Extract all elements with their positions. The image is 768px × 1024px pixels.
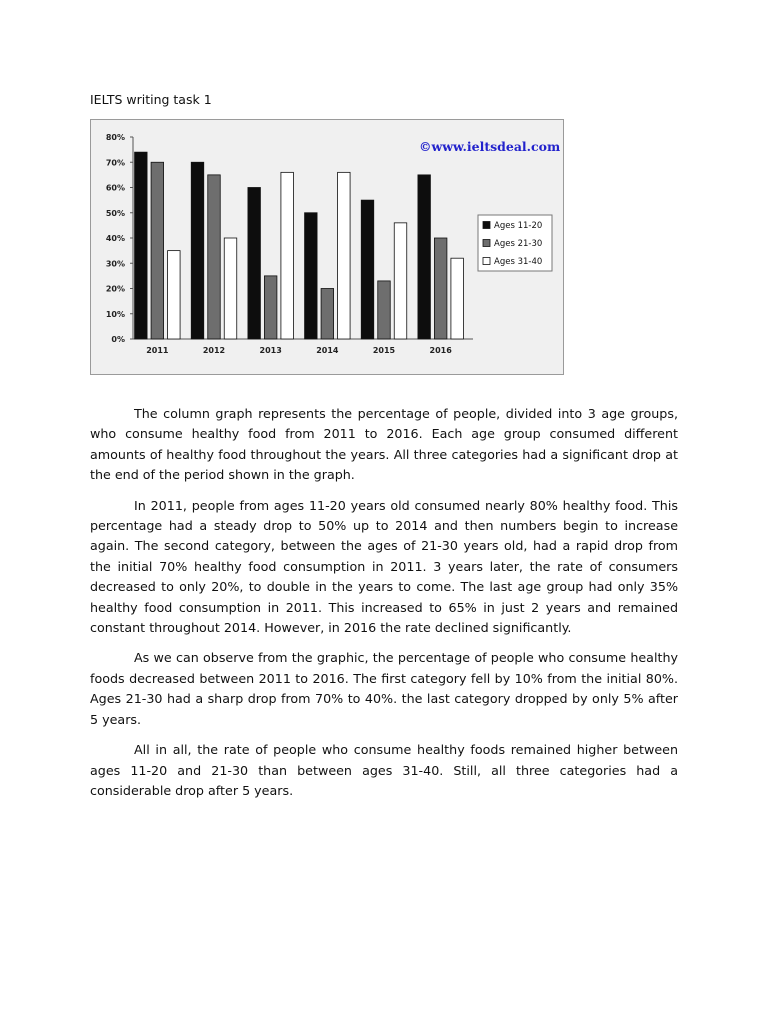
legend-label: Ages 11-20 (494, 221, 543, 231)
bar (321, 289, 334, 340)
y-tick-label: 20% (105, 284, 125, 294)
bar (191, 162, 204, 339)
bar (135, 152, 148, 339)
y-tick-label: 40% (105, 234, 125, 243)
legend-swatch (483, 258, 490, 265)
bar (378, 281, 391, 339)
x-tick-label: 2016 (429, 346, 452, 355)
y-tick-label: 80% (105, 133, 125, 142)
y-tick-label: 10% (105, 309, 125, 319)
y-tick-label: 70% (105, 158, 125, 168)
x-tick-label: 2013 (259, 346, 282, 355)
essay-paragraph: As we can observe from the graphic, the percentage of people who consume healthy foods decreased between 2011 to 2016. The first category fell by 10% from the initial 80%. Ages 21-30 had a sharp drop from 70% to 40%. the last category dropped by only 5% after 5 years. (90, 650, 678, 727)
legend-label: Ages 31-40 (494, 257, 543, 267)
bar-chart-svg (91, 120, 563, 374)
bar (305, 213, 318, 339)
bar (338, 172, 351, 339)
bar (394, 223, 407, 339)
essay-paragraph: All in all, the rate of people who consume healthy foods remained higher between ages 11-20 and 21-30 than between ages 31-40. Still, all three categories had a considerable drop after 5 years. (90, 742, 678, 798)
x-tick-label: 2012 (202, 346, 226, 355)
y-tick-label: 0% (111, 335, 125, 344)
bar (418, 175, 431, 339)
essay-paragraph: In 2011, people from ages 11-20 years old consumed nearly 80% healthy food. This percentage had a steady drop to 50% up to 2014 and then numbers begin to increase again. The second category, between the ages of 21-30 years old, had a rapid drop from the initial 70% healthy food consumption in 2011. 3 years later, the rate of consumers decreased to only 20%, to double in the years to come. The last age group had only 35% healthy food consumption in 2011. This increased to 65% in just 2 years and remained constant throughout 2014. However, in 2016 the rate declined significantly. (90, 497, 678, 636)
bar-chart (90, 119, 564, 375)
essay-paragraph: The column graph represents the percentage of people, divided into 3 age groups, who consume healthy food from 2011 to 2016. Each age group consumed different amounts of healthy food throughout the years. All three categories had a significant drop at the end of the period shown in the graph. (90, 406, 678, 483)
bar (208, 175, 221, 339)
bar (248, 188, 261, 340)
legend-label: Ages 21-30 (494, 239, 543, 249)
x-tick-label: 2011 (146, 346, 169, 355)
bar (224, 238, 237, 339)
x-tick-label: 2014 (316, 346, 339, 355)
bar (281, 172, 294, 339)
bar (168, 251, 181, 339)
y-tick-label: 30% (105, 259, 125, 269)
essay-body (90, 404, 678, 811)
y-tick-label: 60% (105, 183, 125, 193)
watermark-text: ©www.ieltsdeal.com (419, 139, 561, 154)
document-heading: IELTS writing task 1 (90, 92, 212, 107)
y-tick-label: 50% (105, 208, 125, 218)
legend-swatch (483, 240, 490, 247)
bar (434, 238, 447, 339)
bar (151, 162, 164, 339)
bar (361, 200, 374, 339)
x-tick-label: 2015 (372, 346, 396, 355)
legend-swatch (483, 222, 490, 229)
bar (264, 276, 277, 339)
bar (451, 258, 464, 339)
